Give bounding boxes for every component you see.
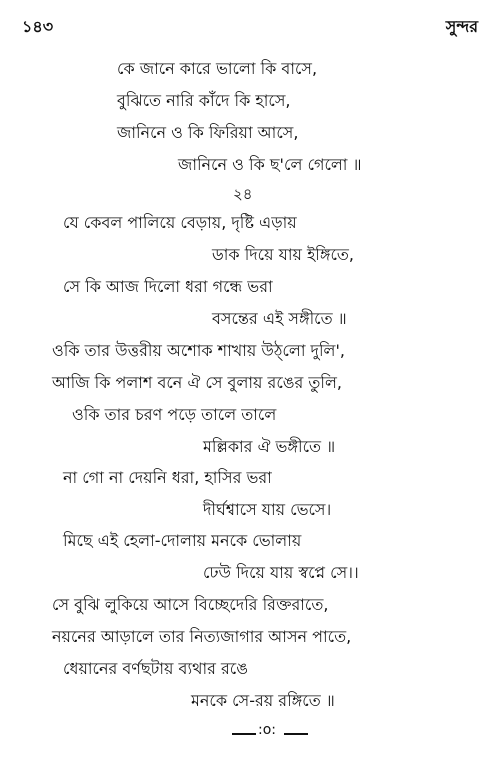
verse-line: মনকে সে-রয় রঙ্গিতে ॥ — [191, 691, 335, 710]
verse-line: আজি কি পলাশ বনে ঐ সে বুলায় রঙের তুলি, — [52, 373, 342, 392]
verse-line: জানিনে ও কি ছ'লে গেলো ॥ — [178, 155, 362, 174]
verse-line: জানিনে ও কি ফিরিয়া আসে, — [117, 123, 299, 142]
verse-line: ধেয়ানের বর্ণছটায় ব্যথার রঙে — [63, 659, 248, 678]
verse-line: কে জানে কারে ভালো কি বাসে, — [117, 59, 318, 78]
verse-line: যে কেবল পালিয়ে বেড়ায়, দৃষ্টি এড়ায় — [63, 213, 297, 232]
song-number: ২৪ — [233, 185, 253, 203]
running-title: সুন্দর — [445, 17, 478, 36]
ornament-dots: :o: — [258, 722, 276, 738]
verse-line: ওকি তার উত্তরীয় অশোক শাখায় উঠ্‌লো দুলি', — [52, 341, 345, 360]
verse-line: মিছে এই হেলা-দোলায় মনকে ভোলায় — [63, 531, 302, 550]
verse-line: ডাক দিয়ে যায় ইঙ্গিতে, — [212, 245, 355, 264]
ornament-dash-right — [284, 733, 308, 735]
verse-line: ঢেউ দিয়ে যায় স্বপ্নে সে।। — [203, 563, 359, 582]
verse-line: না গো না দেয়নি ধরা, হাসির ভরা — [63, 468, 272, 487]
verse-line: মল্লিকার ঐ ভঙ্গীতে ॥ — [203, 437, 336, 456]
page-number: ১৪৩ — [22, 17, 54, 36]
verse-line: সে বুঝি লুকিয়ে আসে বিচ্ছেদেরি রিক্তরাতে, — [52, 595, 329, 614]
verse-line: ওকি তার চরণ পড়ে তালে তালে — [72, 405, 277, 424]
ornament-dash-left — [232, 733, 256, 735]
verse-line: সে কি আজ দিলো ধরা গন্ধে ভরা — [63, 277, 273, 296]
verse-line: বসন্তের এই সঙ্গীতে ॥ — [212, 309, 347, 328]
verse-line: দীর্ঘশ্বাসে যায় ভেসে। — [203, 500, 332, 519]
end-ornament — [232, 722, 308, 740]
verse-line: নয়নের আড়ালে তার নিত্যজাগার আসন পাতে, — [52, 627, 352, 646]
verse-line: বুঝিতে নারি কাঁদে কি হাসে, — [117, 91, 291, 110]
